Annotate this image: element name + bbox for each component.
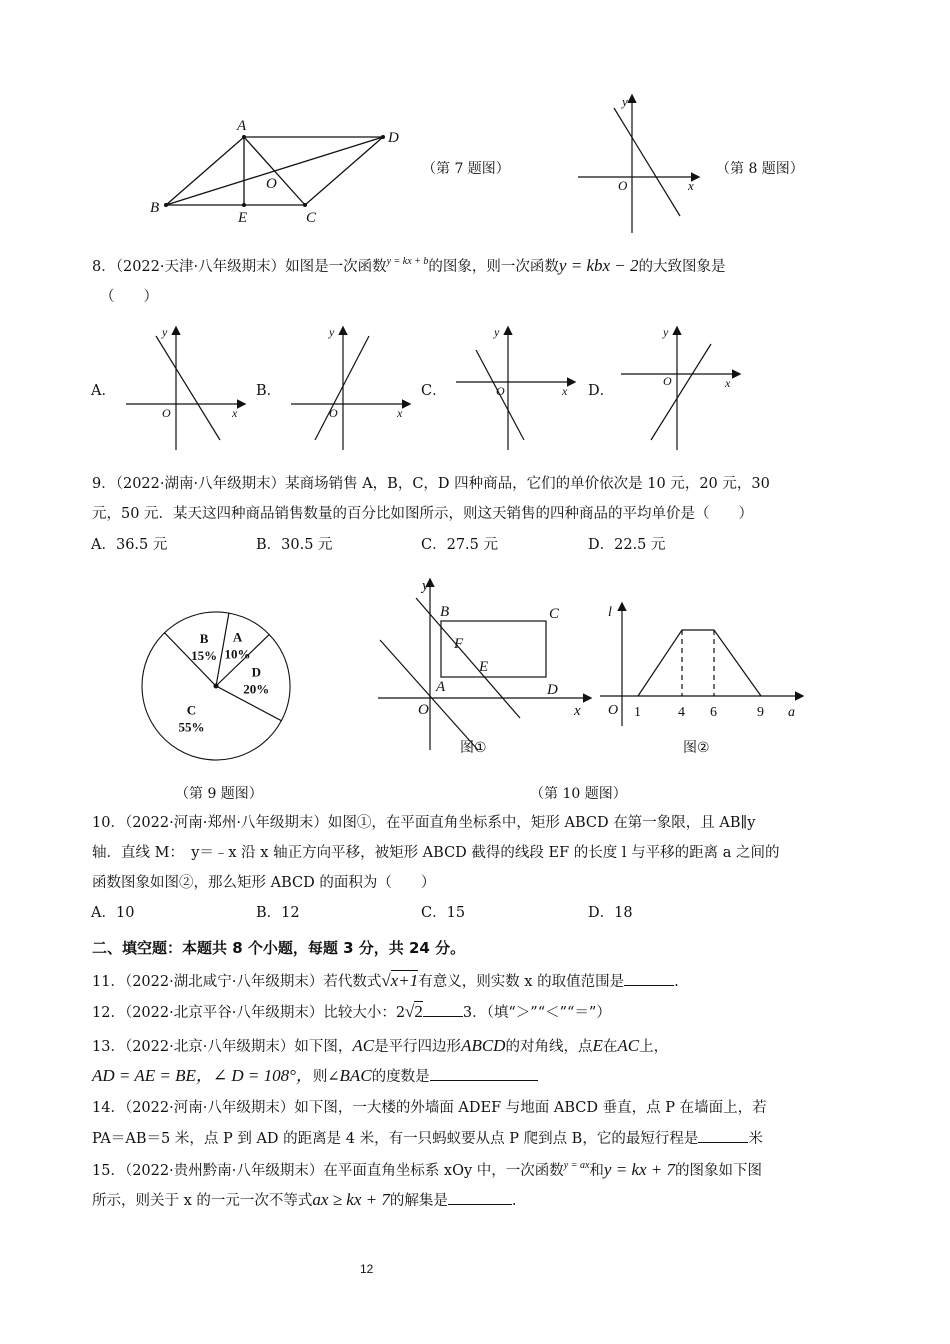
q8-option-b[interactable]: B．: [256, 383, 282, 399]
q8-graph-c: [450, 322, 580, 452]
axis-label-x: x: [688, 178, 694, 193]
q10-option-b[interactable]: B．12: [256, 905, 300, 921]
tick-4: 4: [678, 705, 685, 720]
q8-graph-a: [120, 322, 250, 452]
question-15-line2: 所示，则关于 x 的一元一次不等式ax ≥ kx + 7的解集是 .: [92, 1190, 517, 1209]
pie-chart: [138, 606, 298, 766]
figure-10-2: [596, 598, 808, 728]
line-m-shifted: [416, 598, 520, 718]
fig10-sub2: 图②: [683, 740, 710, 756]
q8-func1: y = kx + b: [386, 256, 429, 267]
tick-1: 1: [634, 705, 641, 720]
figure-8: [570, 88, 710, 236]
section-2-heading: 二、填空题：本题共 8 个小题，每题 3 分，共 24 分。: [92, 939, 466, 957]
figure-7: [140, 110, 420, 230]
q9-option-d[interactable]: D．22.5 元: [588, 537, 666, 553]
pie-value-d: 20%: [243, 681, 270, 697]
svg-text:l: l: [608, 605, 612, 620]
axis-label-y: y: [622, 94, 628, 109]
diagonal-bd: [166, 137, 383, 205]
q8-graph-b: [285, 322, 415, 452]
q9-line2: 元，50 元．某天这四种商品销售数量的百分比如图所示，则这天销售的四种商品的平均单价是（ ）: [92, 506, 754, 522]
svg-text:x: x: [232, 406, 238, 420]
point-label-c: C: [306, 210, 317, 226]
line-y-kx-b: [614, 108, 680, 216]
tick-6: 6: [710, 705, 717, 720]
fig9-caption: （第 9 题图）: [175, 786, 263, 802]
point-label-f: F: [454, 636, 464, 652]
pie-label-c: C: [186, 702, 197, 718]
rect-label-a: A: [436, 679, 446, 695]
svg-text:O: O: [608, 703, 619, 718]
svg-text:y: y: [663, 325, 669, 339]
question-11: 11．（2022·湖北咸宁·八年级期末）若代数式√x+1有意义，则实数 x 的取值范围是 .: [92, 971, 679, 990]
point-label-e: E: [238, 210, 248, 226]
fig8-caption: （第 8 题图）: [716, 161, 804, 177]
svg-text:y: y: [494, 325, 500, 339]
svg-text:x: x: [397, 406, 403, 420]
q8-option-d[interactable]: D．: [588, 383, 615, 399]
svg-text:y: y: [422, 578, 429, 594]
q11-answer-blank[interactable]: [624, 971, 674, 986]
q9-option-b[interactable]: B．30.5 元: [256, 537, 333, 553]
q9-line1: 9．（2022·湖南·八年级期末）某商场销售 A，B，C，D 四种商品，它们的单价依次是 10 元，20 元，30: [92, 476, 770, 492]
svg-text:x: x: [562, 384, 568, 398]
fig10-sub1: 图①: [460, 740, 487, 756]
q15-answer-blank[interactable]: [448, 1190, 512, 1205]
point-label-a: A: [237, 118, 247, 134]
q8-func2: y = kbx − 2: [558, 256, 639, 275]
svg-text:O: O: [663, 374, 672, 388]
svg-text:x: x: [574, 703, 581, 719]
q14-line1: 14．（2022·河南·八年级期末）如下图，一大楼的外墙面 ADEF 与地面 ABCD 垂直，点 P 在墙面上，若: [92, 1100, 767, 1116]
point-label-o: O: [266, 176, 277, 192]
q10-line1: 10．（2022·河南·郑州·八年级期末）如图①，在平面直角坐标系中，矩形 ABCD 在第一象限，且 AB∥y: [92, 815, 756, 831]
pie-value-c: 55%: [178, 719, 205, 735]
svg-text:O: O: [162, 406, 171, 420]
q9-option-c[interactable]: C．27.5 元: [421, 537, 498, 553]
figure-10-1: [374, 574, 598, 754]
fig7-caption: （第 7 题图）: [422, 161, 510, 177]
svg-text:O: O: [496, 384, 505, 398]
q8-option-a[interactable]: A．: [91, 383, 116, 399]
graph-l-vs-a: [638, 630, 761, 696]
question-12: 12．（2022·北京平谷·八年级期末）比较大小：2√2 3．（填“＞”“＜”“＝”）: [92, 1002, 611, 1021]
page-number: 12: [360, 1262, 374, 1276]
tick-9: 9: [757, 705, 764, 720]
question-13-line2: AD = AE = BE，∠ D = 108°，则∠BAC的度数是: [92, 1066, 538, 1087]
q12-answer-blank[interactable]: [423, 1002, 463, 1017]
q8-paren: （ ）: [100, 289, 158, 305]
svg-text:a: a: [788, 705, 795, 720]
point-label-e: E: [479, 659, 489, 675]
q10-line2: 轴．直线 M： y＝﹣x 沿 x 轴正方向平移，被矩形 ABCD 截得的线段 EF 的长度 l 与平移的距离 a 之间的: [92, 845, 780, 861]
svg-text:O: O: [329, 406, 338, 420]
question-14-line2: PA＝AB＝5 米，点 P 到 AD 的距离是 4 米，有一只蚂蚁要从点 P 爬到点 B，它的最短行程是 米: [92, 1128, 763, 1149]
q10-line3: 函数图象如图②，那么矩形 ABCD 的面积为（ ）: [92, 875, 436, 891]
origin-label: O: [618, 178, 628, 193]
q13-answer-blank[interactable]: [430, 1066, 538, 1081]
rect-label-b: B: [440, 604, 450, 620]
q9-option-a[interactable]: A．36.5 元: [91, 537, 168, 553]
point-label-d: D: [388, 130, 399, 146]
pie-value-a: 10%: [224, 646, 251, 662]
question-13-line1: 13．（2022·北京·八年级期末）如下图，AC是平行四边形ABCD的对角线，点E在AC上，: [92, 1036, 669, 1055]
fig10-caption: （第 10 题图）: [530, 786, 627, 802]
pie-label-d: D: [251, 664, 261, 680]
question-15-line1: 15．（2022·贵州黔南·八年级期末）在平面直角坐标系 xOy 中，一次函数$^{y = ax}$和y = kx + 7的图象如下图: [92, 1160, 763, 1179]
point-label-b: B: [150, 200, 160, 216]
svg-text:y: y: [329, 325, 335, 339]
pie-label-a: A: [232, 629, 243, 645]
question-8: 8．（2022·天津·八年级期末）如图是一次函数$^{y = kx + b}$的图象，则一次函数y = kbx − 2的大致图象是: [92, 256, 726, 275]
rect-label-c: C: [549, 606, 560, 622]
q8-graph-d: [615, 322, 745, 452]
pie-label-b: B: [199, 631, 209, 647]
line-m-original: [380, 640, 478, 750]
q10-option-c[interactable]: C．15: [421, 905, 466, 921]
svg-text:O: O: [418, 702, 429, 718]
q10-option-d[interactable]: D．18: [588, 905, 633, 921]
q14-answer-blank[interactable]: [698, 1128, 748, 1143]
pie-center: [214, 684, 218, 688]
q10-option-a[interactable]: A．10: [91, 905, 135, 921]
pie-value-b: 15%: [191, 648, 218, 664]
q8-option-c[interactable]: C．: [421, 383, 447, 399]
svg-text:x: x: [725, 376, 731, 390]
svg-text:y: y: [162, 325, 168, 339]
rect-label-d: D: [547, 682, 558, 698]
